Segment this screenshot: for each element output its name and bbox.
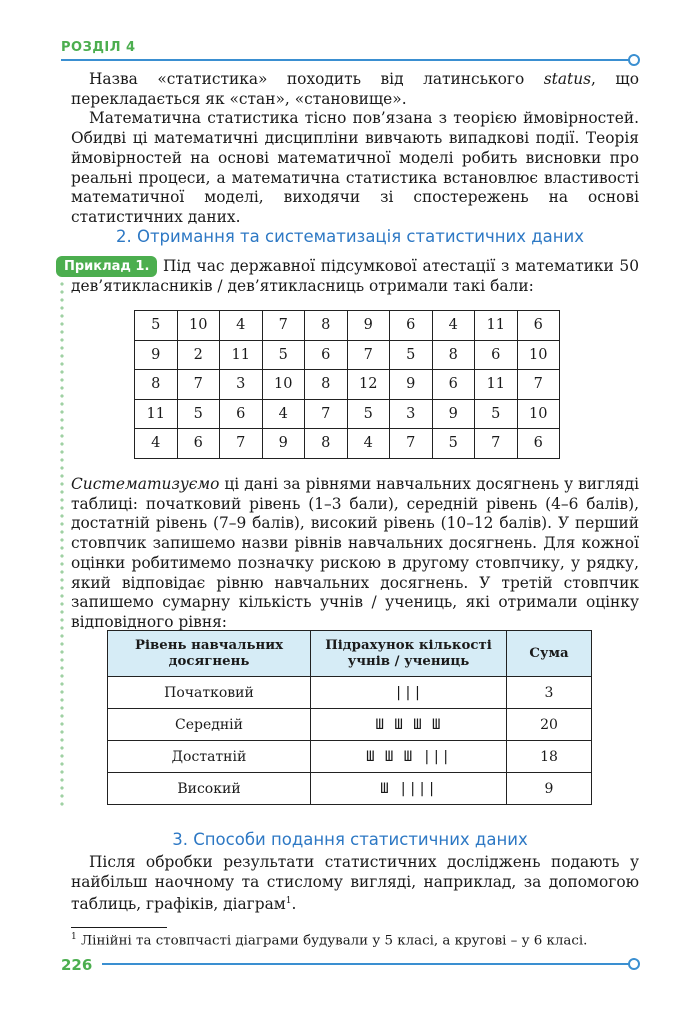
grade-cell: 6 bbox=[220, 399, 263, 429]
intro-paragraph-2: Математична статистика тісно пов’язана з теорією ймовірностей. Обидві ці математичні дисципліни вивчають випадкові події. Теорія ймовірностей на основі математичної моделі робить висновки про реальні процеси, а математична статистика встановлює властивості математичної моделі, виходячи зі спостережень на основі статистичних даних. bbox=[71, 109, 639, 226]
tally-cell: Ш Ш Ш Ш bbox=[311, 709, 507, 741]
grade-cell: 5 bbox=[347, 399, 390, 429]
tally-cell: Ш Ш Ш ||| bbox=[311, 741, 507, 773]
grade-cell: 4 bbox=[220, 311, 263, 341]
grade-cell: 11 bbox=[475, 370, 518, 400]
footnote-text: Лінійні та стовпчасті діаграми будували у 5 класі, а кругові – у 6 класі. bbox=[76, 933, 588, 949]
grade-cell: 5 bbox=[390, 340, 433, 370]
systematize-italic: Систематизуємо bbox=[71, 475, 220, 493]
levels-row bbox=[108, 709, 592, 741]
example-text-block bbox=[71, 257, 639, 296]
grade-cell: 9 bbox=[262, 429, 305, 459]
grade-cell: 7 bbox=[475, 429, 518, 459]
grade-cell: 10 bbox=[517, 399, 560, 429]
grades-row bbox=[135, 370, 560, 400]
grade-cell: 9 bbox=[390, 370, 433, 400]
footnote-ref: 1 bbox=[285, 896, 292, 907]
grade-cell: 7 bbox=[347, 340, 390, 370]
intro-text bbox=[71, 70, 639, 228]
level-cell: Достатній bbox=[108, 741, 311, 773]
level-cell: Середній bbox=[108, 709, 311, 741]
levels-header-sum: Сума bbox=[507, 631, 592, 677]
header-rule-end-dot bbox=[628, 54, 640, 66]
grade-cell: 9 bbox=[135, 340, 178, 370]
tally-cell: Ш |||| bbox=[311, 773, 507, 805]
levels-row bbox=[108, 677, 592, 709]
grades-row bbox=[135, 429, 560, 459]
systematize-rest: ці дані за рівнями навчальних досягнень у вигляді таблиці: початковий рівень (1–3 бали), середній рівень (4–6 балів), достатній рівень (7–9 балів), високий рівень (10–12 балів). У перший стовпчик запишемо назви рівнів навчальних досягнень. Для кожної оцінки робитимемо позначку рискою в другому стовпчику, у рядку, який відповідає рівню навчальних досягнень. У третій стовпчик запишемо сумарну кількість учнів / учениць, які отримали оцінку відповідного рівня: bbox=[71, 475, 639, 631]
grade-cell: 7 bbox=[390, 429, 433, 459]
outro-text bbox=[71, 853, 639, 915]
grade-cell: 5 bbox=[262, 340, 305, 370]
section-heading-2: 2. Отримання та систематизація статистичних даних bbox=[115, 227, 585, 246]
grade-cell: 6 bbox=[517, 429, 560, 459]
grade-cell: 6 bbox=[390, 311, 433, 341]
grades-row bbox=[135, 340, 560, 370]
intro-p1-end: , що перекладається як «стан», «становище». bbox=[71, 70, 639, 108]
levels-header-tally: Підрахунок кількості учнів / учениць bbox=[311, 631, 507, 677]
grade-cell: 11 bbox=[135, 399, 178, 429]
grade-cell: 6 bbox=[177, 429, 220, 459]
sum-cell: 9 bbox=[507, 773, 592, 805]
grade-cell: 4 bbox=[432, 311, 475, 341]
grade-cell: 6 bbox=[305, 340, 348, 370]
grade-cell: 4 bbox=[135, 429, 178, 459]
grade-cell: 7 bbox=[305, 399, 348, 429]
example-text: Під час державної підсумкової атестації з математики 50 дев’ятикласників / дев’ятикласниць отримали такі бали: bbox=[71, 257, 639, 295]
grades-row bbox=[135, 311, 560, 341]
grade-cell: 11 bbox=[220, 340, 263, 370]
intro-p1-start: Назва «статистика» походить від латинського bbox=[89, 70, 544, 88]
level-cell: Початковий bbox=[108, 677, 311, 709]
grade-cell: 10 bbox=[177, 311, 220, 341]
levels-row bbox=[108, 741, 592, 773]
section-heading-3: 3. Способи подання статистичних даних bbox=[172, 830, 528, 849]
grades-row bbox=[135, 399, 560, 429]
grade-cell: 12 bbox=[347, 370, 390, 400]
grade-cell: 6 bbox=[432, 370, 475, 400]
sum-cell: 20 bbox=[507, 709, 592, 741]
outro-main: Після обробки результати статистичних досліджень подають у найбільш наочному та стислому вигляді, наприклад, за допомогою таблиць, графіків, діаграм bbox=[71, 853, 639, 914]
grade-cell: 7 bbox=[517, 370, 560, 400]
grade-cell: 5 bbox=[432, 429, 475, 459]
grade-cell: 4 bbox=[347, 429, 390, 459]
grade-cell: 10 bbox=[262, 370, 305, 400]
footer-rule-end-dot bbox=[628, 958, 640, 970]
intro-paragraph-1 bbox=[71, 70, 639, 109]
grade-cell: 5 bbox=[177, 399, 220, 429]
intro-p1-italic: status bbox=[543, 70, 592, 88]
grade-cell: 7 bbox=[220, 429, 263, 459]
levels-table bbox=[107, 630, 592, 805]
page-number: 226 bbox=[61, 956, 93, 974]
grade-cell: 9 bbox=[432, 399, 475, 429]
footer-rule bbox=[102, 963, 630, 965]
example-dotted-margin bbox=[60, 280, 64, 808]
grade-cell: 5 bbox=[475, 399, 518, 429]
grade-cell: 10 bbox=[517, 340, 560, 370]
grade-cell: 3 bbox=[390, 399, 433, 429]
grade-cell: 8 bbox=[305, 429, 348, 459]
grade-cell: 7 bbox=[177, 370, 220, 400]
grade-cell: 3 bbox=[220, 370, 263, 400]
footnote bbox=[71, 932, 641, 948]
level-cell: Високий bbox=[108, 773, 311, 805]
grade-cell: 6 bbox=[475, 340, 518, 370]
grade-cell: 6 bbox=[517, 311, 560, 341]
grade-cell: 8 bbox=[305, 370, 348, 400]
footnote-mark: 1 bbox=[71, 932, 77, 942]
grade-cell: 8 bbox=[135, 370, 178, 400]
grade-cell: 2 bbox=[177, 340, 220, 370]
grade-cell: 11 bbox=[475, 311, 518, 341]
levels-row bbox=[108, 773, 592, 805]
outro-end: . bbox=[291, 895, 297, 914]
tally-cell: ||| bbox=[311, 677, 507, 709]
footnote-rule bbox=[71, 927, 167, 928]
grade-cell: 8 bbox=[432, 340, 475, 370]
levels-header-level: Рівень навчальних досягнень bbox=[108, 631, 311, 677]
grade-cell: 5 bbox=[135, 311, 178, 341]
section-label: РОЗДІЛ 4 bbox=[61, 40, 136, 55]
grade-cell: 8 bbox=[305, 311, 348, 341]
example-badge: Приклад 1. bbox=[56, 256, 157, 277]
grade-cell: 9 bbox=[347, 311, 390, 341]
header-rule bbox=[61, 59, 631, 61]
grade-cell: 4 bbox=[262, 399, 305, 429]
grade-cell: 7 bbox=[262, 311, 305, 341]
sum-cell: 3 bbox=[507, 677, 592, 709]
systematize-text bbox=[71, 475, 639, 633]
grades-table bbox=[134, 310, 560, 459]
sum-cell: 18 bbox=[507, 741, 592, 773]
